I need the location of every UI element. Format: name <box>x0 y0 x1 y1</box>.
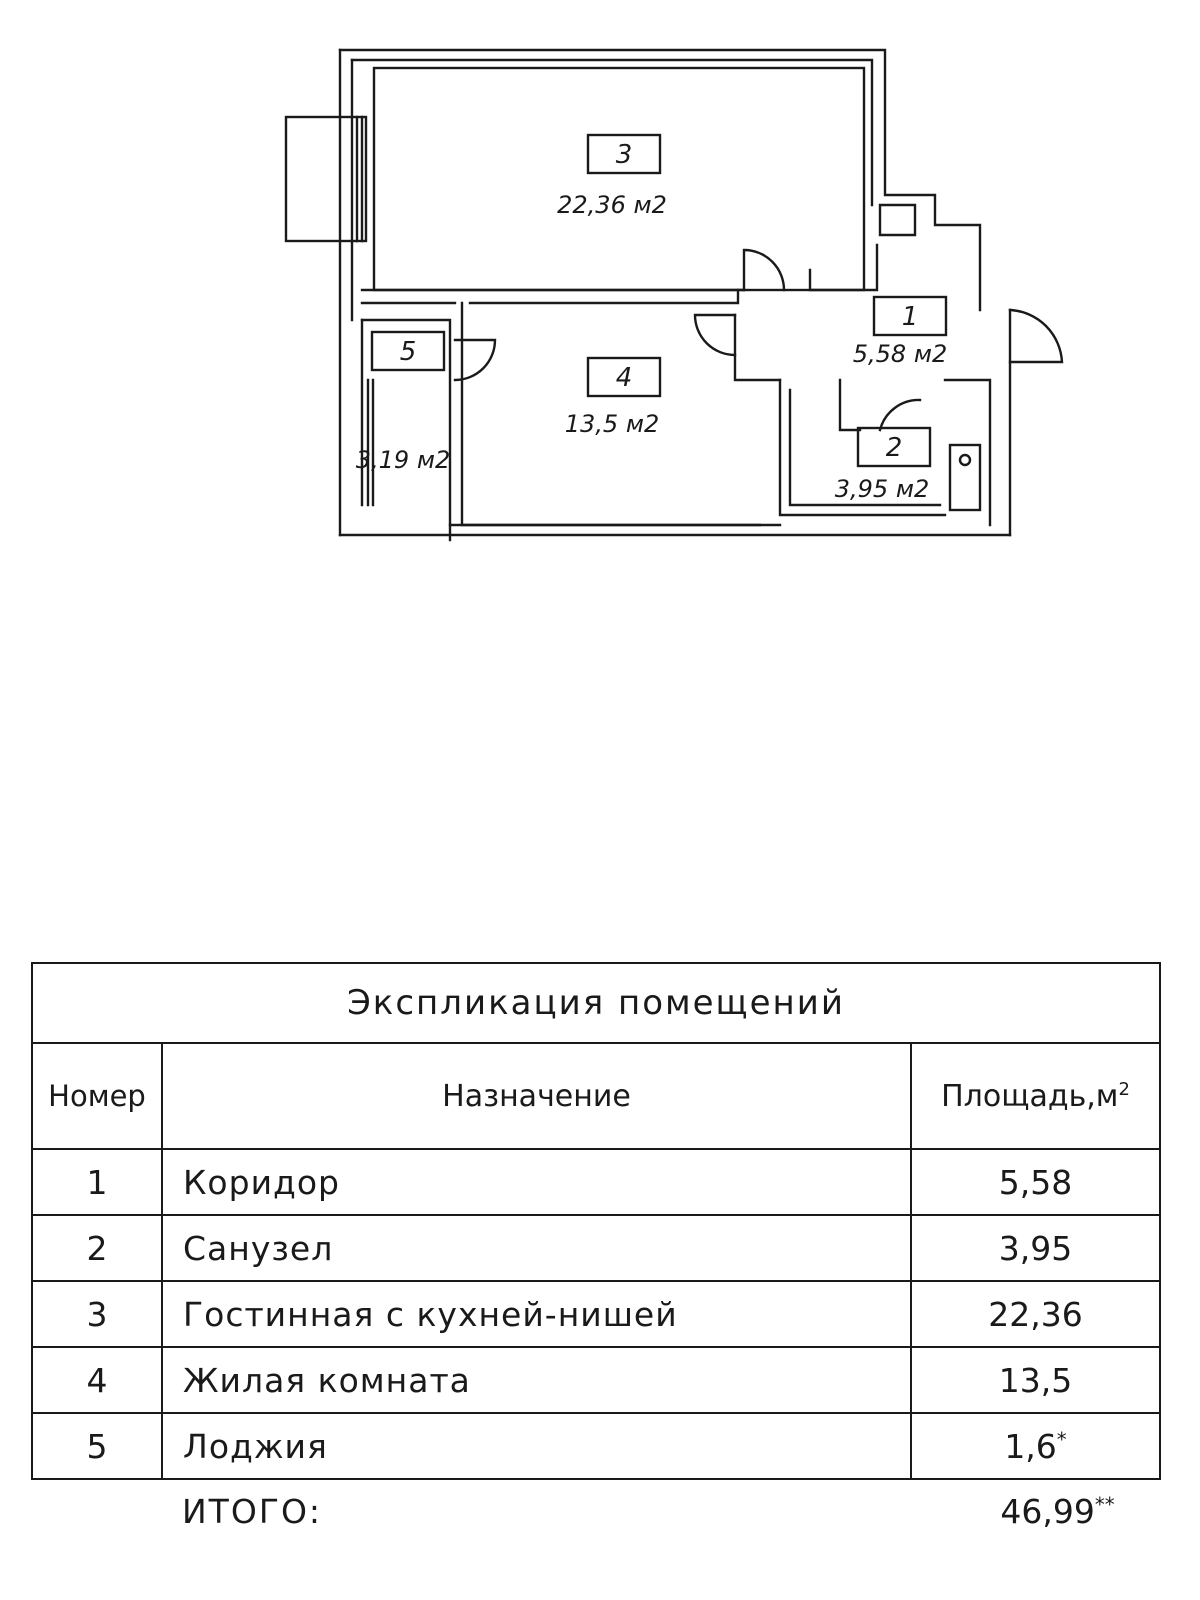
header-area: $Площадь,м^2$ <box>911 1043 1160 1149</box>
room-number-label: 5 <box>399 337 417 367</box>
row-purpose: Санузел <box>162 1215 911 1281</box>
row-number: 4 <box>32 1347 162 1413</box>
door-arc-room4 <box>695 315 735 355</box>
window-block <box>286 117 366 241</box>
room-area-label: 5,58 м2 <box>852 340 948 368</box>
row-number: 1 <box>32 1149 162 1215</box>
room-area-label: 3,19 м2 <box>355 446 451 474</box>
door-arc-living <box>744 250 784 290</box>
row-area: 22,36 <box>911 1281 1160 1347</box>
row-area: 5,58 <box>911 1149 1160 1215</box>
row-number: 5 <box>32 1413 162 1479</box>
door-arc-bath <box>880 400 920 430</box>
table-title: Экспликация помещений <box>32 963 1160 1043</box>
total-row <box>31 1470 1159 1550</box>
room-area-label: 13,5 м2 <box>564 410 660 438</box>
explication-table <box>31 962 1161 1480</box>
header-purpose: Назначение <box>162 1043 911 1149</box>
room-number-label: 2 <box>885 433 903 463</box>
outer-wall-inner <box>352 60 872 205</box>
total-value: 46,99** <box>1000 1492 1115 1531</box>
floor-plan <box>0 0 1200 560</box>
corridor-wall <box>810 245 877 290</box>
table-row <box>32 1347 1160 1413</box>
row-number: 2 <box>32 1215 162 1281</box>
row-purpose: Гостинная с кухней-нишей <box>162 1281 911 1347</box>
table-row <box>32 1149 1160 1215</box>
door-arc-entrance <box>1010 310 1062 362</box>
room-number-label: 1 <box>901 302 919 332</box>
row-purpose: Коридор <box>162 1149 911 1215</box>
table-row <box>32 1281 1160 1347</box>
room-area-label: 22,36 м2 <box>557 191 667 219</box>
room-number-label: 3 <box>615 140 633 170</box>
row-purpose: Лоджия <box>162 1413 911 1479</box>
room-3-outline <box>374 68 864 290</box>
outer-wall <box>340 50 980 310</box>
header-number: Номер <box>32 1043 162 1149</box>
row-area: 13,5 <box>911 1347 1160 1413</box>
row-purpose: Жилая комната <box>162 1347 911 1413</box>
row-area: 1,6* <box>911 1413 1160 1479</box>
room-area-label: 3,95 м2 <box>834 475 930 503</box>
total-label: ИТОГО: <box>182 1492 323 1531</box>
room-number-label: 4 <box>615 363 633 393</box>
row-number: 3 <box>32 1281 162 1347</box>
table-row <box>32 1215 1160 1281</box>
row-area: 3,95 <box>911 1215 1160 1281</box>
